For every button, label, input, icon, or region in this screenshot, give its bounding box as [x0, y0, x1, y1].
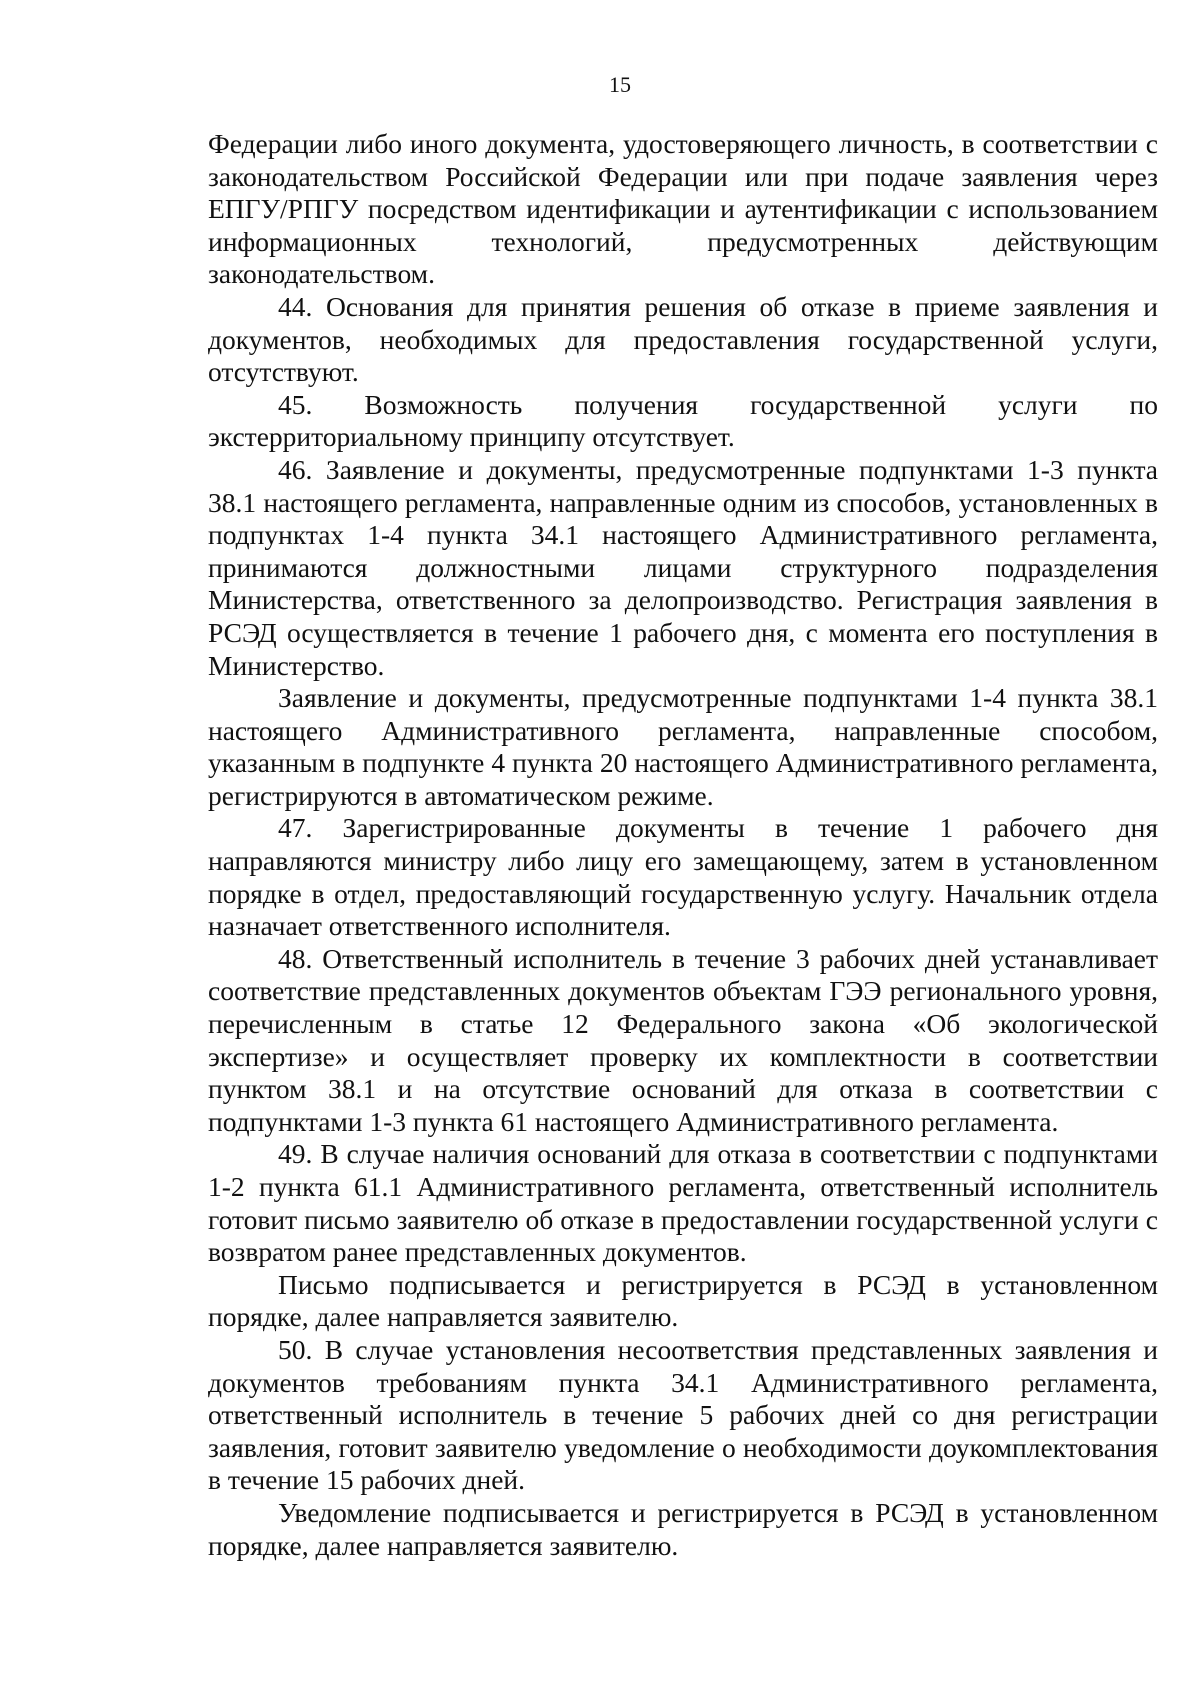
paragraph-49: 49. В случае наличия оснований для отказа в соответствии с подпунктами 1-2 пункта 61.1 Административного регламента, ответственный исполнитель готовит письмо заявителю об отказе в предоставлении государственной услуги с возвратом ранее представленных документов. — [208, 1138, 1158, 1268]
paragraph-50: 50. В случае установления несоответствия представленных заявления и документов требованиям пункта 34.1 Административного регламента, ответственный исполнитель в течение 5 рабочих дней со дня регистрации заявления, готовит заявителю уведомление о необходимости доукомплектования в течение 15 рабочих дней. — [208, 1333, 1158, 1496]
paragraph-45: 45. Возможность получения государственной услуги по экстерриториальному принципу отсутствует. — [208, 388, 1158, 453]
paragraph-50-second: Уведомление подписывается и регистрируется в РСЭД в установленном порядке, далее направляется заявителю. — [208, 1496, 1158, 1561]
paragraph-48: 48. Ответственный исполнитель в течение 3 рабочих дней устанавливает соответствие представленных документов объектам ГЭЭ регионального уровня, перечисленным в статье 12 Федерального закона «Об экологической экспертизе» и осуществляет проверку их комплектности в соответствии пунктом 38.1 и на отсутствие оснований для отказа в соответствии с подпунктами 1-3 пункта 61 настоящего Административного регламента. — [208, 942, 1158, 1137]
paragraph-46-second: Заявление и документы, предусмотренные подпунктами 1-4 пункта 38.1 настоящего Административного регламента, направленные способом, указанным в подпункте 4 пункта 20 настоящего Административного регламента, регистрируются в автоматическом режиме. — [208, 682, 1158, 811]
paragraph-continuation: Федерации либо иного документа, удостоверяющего личность, в соответствии с законодательством Российской Федерации или при подаче заявления через ЕПГУ/РПГУ посредством идентификации и аутентификации с использованием информационных технологий, предусмотренных действующим законодательством. — [208, 128, 1158, 290]
paragraph-46: 46. Заявление и документы, предусмотренные подпунктами 1-3 пункта 38.1 настоящего регламента, направленные одним из способов, установленных в подпунктах 1-4 пункта 34.1 настоящего Административного регламента, принимаются должностными лицами структурного подразделения Министерства, ответственного за делопроизводство. Регистрация заявления в РСЭД осуществляется в течение 1 рабочего дня, с момента его поступления в Министерство. — [208, 453, 1158, 681]
paragraph-47: 47. Зарегистрированные документы в течение 1 рабочего дня направляются министру либо лицу его замещающему, затем в установленном порядке в отдел, предоставляющий государственную услугу. Начальник отдела назначает ответственного исполнителя. — [208, 812, 1158, 942]
document-body — [208, 128, 1158, 1562]
paragraph-49-second: Письмо подписывается и регистрируется в РСЭД в установленном порядке, далее направляется заявителю. — [208, 1268, 1158, 1333]
page-number: 15 — [609, 72, 631, 97]
paragraph-44: 44. Основания для принятия решения об отказе в приеме заявления и документов, необходимых для предоставления государственной услуги, отсутствуют. — [208, 290, 1158, 388]
